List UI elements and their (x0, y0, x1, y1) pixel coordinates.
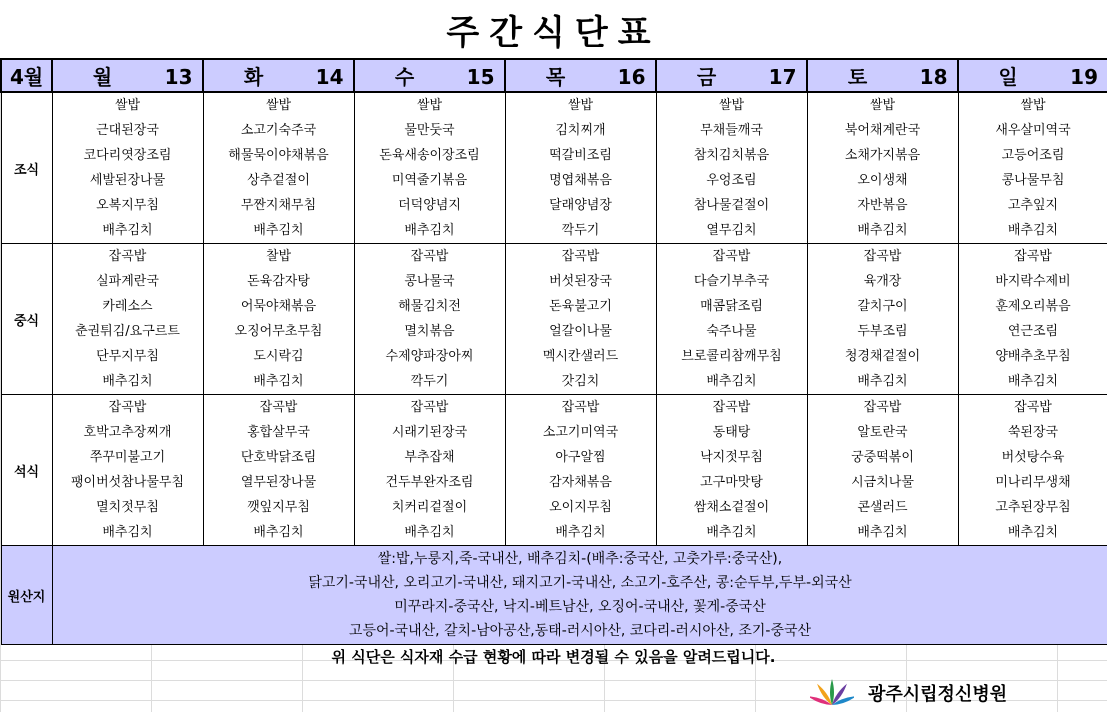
menu-item: 배추김치 (706, 374, 757, 389)
menu-item: 단호박닭조림 (240, 450, 317, 465)
day-header-0 (52, 59, 203, 92)
menu-item: 달래양념장 (549, 198, 612, 213)
menu-item: 동태탕 (712, 425, 751, 440)
hospital-name: 광주시립정신병원 (868, 684, 1008, 705)
menu-item: 배추김치 (102, 525, 153, 540)
menu-item: 낙지젓무침 (700, 450, 763, 465)
menu-item: 해물김치전 (398, 299, 461, 314)
menu-item: 소고기숙주국 (240, 123, 317, 138)
menu-item: 고추된장무침 (995, 500, 1071, 515)
menu-item: 배추김치 (404, 223, 455, 238)
menu-item: 잡곡밥 (410, 400, 449, 415)
menu-cell (52, 244, 203, 395)
menu-item: 고추잎지 (1007, 198, 1059, 213)
day-date: 14 (315, 65, 344, 89)
origin-line: 닭고기-국내산, 오리고기-국내산, 돼지고기-국내산, 소고기-호주산, 콩:순두부,두부-외국산 (308, 575, 852, 591)
menu-item: 단무지무침 (96, 349, 159, 364)
menu-item: 카레소스 (102, 299, 153, 314)
meal-row (1, 92, 1107, 244)
menu-item: 브로콜리참깨무침 (681, 349, 782, 364)
menu-item: 쌀밥 (265, 98, 292, 113)
menu-item: 멕시칸샐러드 (542, 349, 619, 364)
meal-row (1, 244, 1107, 395)
origin-info (52, 546, 1107, 645)
menu-cell (807, 395, 958, 546)
menu-item: 배추김치 (706, 525, 757, 540)
menu-item: 떡갈비조림 (549, 148, 612, 163)
day-date: 17 (768, 65, 797, 89)
menu-cell (354, 395, 505, 546)
menu-cell (354, 244, 505, 395)
menu-item: 연근조림 (1007, 324, 1059, 339)
day-name: 일 (998, 65, 1018, 89)
day-date: 19 (1070, 65, 1098, 89)
menu-cell (656, 395, 807, 546)
menu-cell (203, 395, 354, 546)
menu-item: 배추김치 (404, 525, 455, 540)
menu-item: 배추김치 (253, 525, 304, 540)
menu-item: 궁중떡볶이 (851, 450, 914, 465)
menu-item: 열무된장나물 (240, 475, 317, 490)
menu-item: 멸치젓무침 (96, 500, 159, 515)
menu-item: 호박고추장찌개 (83, 425, 172, 440)
menu-item: 콩나물국 (404, 274, 455, 289)
menu-item: 잡곡밥 (108, 400, 147, 415)
menu-item: 배추김치 (253, 374, 304, 389)
menu-item: 시금치나물 (851, 475, 914, 490)
menu-item: 잡곡밥 (561, 249, 600, 264)
menu-item: 참나물겉절이 (693, 198, 770, 213)
day-header-3 (505, 59, 656, 92)
menu-cell (807, 92, 958, 244)
menu-item: 잡곡밥 (712, 400, 751, 415)
menu-item: 더덕양념지 (398, 198, 461, 213)
menu-item: 콩나물무침 (1001, 173, 1065, 188)
menu-item: 팽이버섯참나물무침 (70, 475, 185, 490)
weekly-menu-table (0, 58, 1107, 645)
menu-cell (807, 244, 958, 395)
menu-cell (203, 244, 354, 395)
menu-item: 오이생채 (857, 173, 908, 188)
menu-item: 바지락수제비 (995, 274, 1071, 289)
menu-item: 콘샐러드 (857, 500, 908, 515)
menu-item: 건두부완자조림 (385, 475, 474, 490)
menu-item: 쌀밥 (718, 98, 745, 113)
menu-item: 잡곡밥 (561, 400, 600, 415)
menu-item: 잡곡밥 (1014, 400, 1052, 415)
menu-cell (203, 92, 354, 244)
menu-item: 해물묵이야채볶음 (228, 148, 329, 163)
meal-label: 석식 (1, 395, 52, 546)
menu-item: 북어채계란국 (844, 123, 921, 138)
menu-cell (505, 244, 656, 395)
header-row (1, 59, 1107, 92)
menu-item: 갓김치 (561, 374, 600, 389)
notice-text: 위 식단은 식자재 수급 현황에 따라 변경될 수 있음을 알려드립니다. (331, 648, 776, 666)
menu-item: 수제양파장아찌 (385, 349, 474, 364)
menu-cell (354, 92, 505, 244)
menu-item: 소채가지볶음 (844, 148, 921, 163)
menu-item: 배추김치 (102, 374, 153, 389)
menu-item: 실파계란국 (96, 274, 159, 289)
menu-item: 찰밥 (265, 249, 292, 264)
menu-item: 감자채볶음 (549, 475, 612, 490)
day-header-5 (807, 59, 958, 92)
menu-item: 다슬기부추국 (693, 274, 770, 289)
page-title: 주간식단표 (0, 0, 1107, 58)
menu-item: 버섯된장국 (549, 274, 612, 289)
menu-item: 쭈꾸미불고기 (89, 450, 166, 465)
menu-item: 배추김치 (1007, 374, 1059, 389)
menu-item: 오복지무침 (96, 198, 159, 213)
menu-item: 잡곡밥 (1014, 249, 1052, 264)
menu-item: 근대된장국 (96, 123, 159, 138)
menu-item: 고등어조림 (1001, 148, 1065, 163)
menu-item: 부추잡채 (404, 450, 455, 465)
menu-item: 홍합살무국 (247, 425, 310, 440)
menu-item: 쌀밥 (869, 98, 896, 113)
menu-item: 미나리무생채 (995, 475, 1071, 490)
menu-item: 알토란국 (857, 425, 908, 440)
menu-item: 배추김치 (1007, 223, 1059, 238)
menu-item: 오징어무초무침 (234, 324, 323, 339)
day-name: 수 (394, 65, 415, 89)
meal-label: 중식 (1, 244, 52, 395)
menu-item: 배추김치 (857, 374, 908, 389)
menu-item: 자반볶음 (857, 198, 908, 213)
day-header-1 (203, 59, 354, 92)
menu-cell (505, 92, 656, 244)
menu-item: 잡곡밥 (863, 249, 902, 264)
menu-cell (505, 395, 656, 546)
menu-item: 잡곡밥 (108, 249, 147, 264)
menu-item: 쌀밥 (114, 98, 141, 113)
menu-item: 도시락김 (253, 349, 304, 364)
menu-item: 배추김치 (1007, 525, 1059, 540)
day-date: 16 (617, 65, 646, 89)
menu-item: 배추김치 (857, 525, 908, 540)
menu-item: 코다리엿장조림 (83, 148, 172, 163)
menu-item: 매콤닭조림 (700, 299, 763, 314)
menu-item: 아구알찜 (555, 450, 606, 465)
menu-item: 잡곡밥 (863, 400, 902, 415)
menu-item: 양배추초무침 (995, 349, 1071, 364)
menu-item: 잡곡밥 (259, 400, 298, 415)
menu-item: 무채들깨국 (700, 123, 763, 138)
menu-item: 김치찌개 (555, 123, 606, 138)
menu-item: 세발된장나물 (89, 173, 166, 188)
origin-line: 고등어-국내산, 갈치-남아공산,동태-러시아산, 코다리-러시아산, 조기-중국산 (348, 623, 812, 639)
menu-item: 명엽채볶음 (549, 173, 612, 188)
menu-item: 잡곡밥 (410, 249, 449, 264)
origin-row (1, 546, 1107, 645)
menu-item: 참치김치볶음 (693, 148, 770, 163)
menu-item: 배추김치 (857, 223, 908, 238)
menu-item: 두부조림 (857, 324, 908, 339)
menu-item: 새우살미역국 (995, 123, 1071, 138)
menu-item: 상추겉절이 (247, 173, 310, 188)
menu-item: 미역줄기볶음 (391, 173, 468, 188)
menu-item: 쌀밥 (1020, 98, 1046, 113)
menu-cell (656, 244, 807, 395)
menu-item: 배추김치 (555, 525, 606, 540)
menu-item: 훈제오리볶음 (995, 299, 1071, 314)
menu-item: 청경채겉절이 (844, 349, 921, 364)
menu-item: 배추김치 (253, 223, 304, 238)
menu-item: 열무김치 (706, 223, 757, 238)
menu-item: 배추김치 (102, 223, 153, 238)
menu-item: 깻잎지무침 (247, 500, 310, 515)
menu-item: 물만둣국 (404, 123, 455, 138)
menu-item: 육개장 (863, 274, 902, 289)
day-name: 월 (92, 65, 113, 89)
day-header-2 (354, 59, 505, 92)
menu-item: 얼갈이나물 (549, 324, 612, 339)
menu-item: 잡곡밥 (712, 249, 751, 264)
menu-item: 멸치볶음 (404, 324, 455, 339)
day-name: 화 (243, 65, 264, 89)
day-date: 15 (466, 65, 495, 89)
menu-item: 치커리겉절이 (391, 500, 468, 515)
meal-row (1, 395, 1107, 546)
menu-item: 소고기미역국 (542, 425, 619, 440)
menu-item: 쌀밥 (567, 98, 594, 113)
menu-item: 쌀밥 (416, 98, 443, 113)
menu-item: 돈육새송이장조림 (379, 148, 480, 163)
day-header-4 (656, 59, 807, 92)
origin-label: 원산지 (1, 546, 52, 645)
menu-item: 무짠지채무침 (240, 198, 317, 213)
menu-cell (958, 244, 1107, 395)
menu-item: 어묵야채볶음 (240, 299, 317, 314)
menu-cell (52, 395, 203, 546)
menu-item: 오이지무침 (549, 500, 612, 515)
menu-item: 쑥된장국 (1007, 425, 1059, 440)
meal-label: 조식 (1, 92, 52, 244)
menu-cell (656, 92, 807, 244)
menu-cell (52, 92, 203, 244)
origin-line: 쌀:밥,누룽지,죽-국내산, 배추김치-(배추:중국산, 고춧가루:중국산), (377, 551, 783, 567)
menu-item: 돈육감자탕 (247, 274, 310, 289)
day-name: 금 (696, 65, 717, 89)
menu-item: 우엉조림 (706, 173, 757, 188)
month-label: 4월 (1, 59, 52, 92)
day-name: 목 (545, 65, 566, 89)
menu-item: 깍두기 (410, 374, 449, 389)
menu-item: 숙주나물 (706, 324, 757, 339)
day-date: 18 (919, 65, 948, 89)
menu-item: 고구마맛탕 (700, 475, 763, 490)
menu-item: 시래기된장국 (391, 425, 468, 440)
menu-cell (958, 92, 1107, 244)
footer (810, 675, 1007, 711)
menu-item: 쌈채소겉절이 (693, 500, 770, 515)
day-header-6 (958, 59, 1107, 92)
menu-item: 춘권튀김/요구르트 (75, 324, 180, 339)
menu-cell (958, 395, 1107, 546)
menu-item: 깍두기 (561, 223, 600, 238)
menu-item: 갈치구이 (857, 299, 908, 314)
origin-line: 미꾸라지-중국산, 낙지-베트남산, 오징어-국내산, 꽃게-중국산 (394, 599, 766, 615)
day-date: 13 (164, 65, 193, 89)
day-name: 토 (847, 65, 868, 89)
hospital-logo-icon (810, 675, 854, 711)
menu-item: 버섯탕수육 (1001, 450, 1065, 465)
menu-item: 돈육불고기 (549, 299, 612, 314)
